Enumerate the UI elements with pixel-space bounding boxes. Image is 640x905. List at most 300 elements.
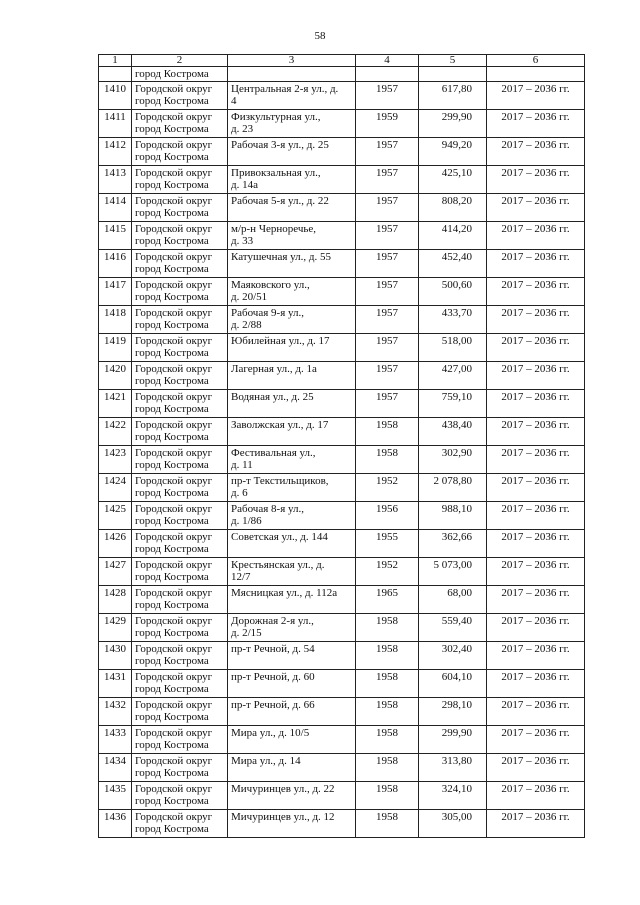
cell-address xyxy=(228,754,356,782)
table-row xyxy=(99,642,585,670)
cell-period: 2017 – 2036 гг. xyxy=(487,642,585,670)
address-line-1: Маяковского ул., xyxy=(231,279,310,291)
cell-year: 1958 xyxy=(356,782,419,810)
municipality-line-1: Городской округ xyxy=(135,419,213,431)
table-row xyxy=(99,474,585,502)
row-number: 1436 xyxy=(104,811,126,823)
address-line-1: пр-т Текстильщиков, xyxy=(231,475,329,487)
cell-number xyxy=(99,782,132,810)
row-number: 1432 xyxy=(104,699,126,711)
cell-year: 1958 xyxy=(356,418,419,446)
row-number: 1434 xyxy=(104,755,126,767)
cell-municipality xyxy=(132,642,228,670)
address-line-2: д. 23 xyxy=(231,123,254,135)
municipality-line-2: город Кострома xyxy=(135,95,209,107)
row-number: 1419 xyxy=(104,335,126,347)
cell-period: 2017 – 2036 гг. xyxy=(487,614,585,642)
municipality-line-1: Городской округ xyxy=(135,335,213,347)
cell-number xyxy=(99,222,132,250)
cell-area: 500,60 xyxy=(419,278,487,306)
cell-number xyxy=(99,474,132,502)
cell-municipality xyxy=(132,362,228,390)
cell-year: 1957 xyxy=(356,306,419,334)
cell-number xyxy=(99,642,132,670)
continuation-row xyxy=(99,67,585,82)
cell-number xyxy=(99,67,132,82)
address-line-1: Привокзальная ул., xyxy=(231,167,321,179)
municipality-line-2: город Кострома xyxy=(135,291,209,303)
municipality-line-2: город Кострома xyxy=(135,375,209,387)
municipality-line-2: город Кострома xyxy=(135,459,209,471)
cell-address xyxy=(228,418,356,446)
address-line-1: Фестивальная ул., xyxy=(231,447,316,459)
cell-number xyxy=(99,446,132,474)
municipality-line-1: Городской округ xyxy=(135,167,213,179)
cell-address xyxy=(228,362,356,390)
municipality-line-1: Городской округ xyxy=(135,83,213,95)
cell-area: 559,40 xyxy=(419,614,487,642)
table-row xyxy=(99,502,585,530)
cell-period: 2017 – 2036 гг. xyxy=(487,138,585,166)
cell-year: 1957 xyxy=(356,194,419,222)
table-row xyxy=(99,166,585,194)
cell-year: 1957 xyxy=(356,334,419,362)
cell-address xyxy=(228,222,356,250)
address-line-1: Катушечная ул., д. 55 xyxy=(231,251,331,263)
row-number: 1416 xyxy=(104,251,126,263)
row-number: 1420 xyxy=(104,363,126,375)
cell-address xyxy=(228,166,356,194)
row-number: 1414 xyxy=(104,195,126,207)
address-line-2: д. 1/86 xyxy=(231,515,262,527)
cell-area: 302,90 xyxy=(419,446,487,474)
cell-address xyxy=(228,782,356,810)
cell-year: 1957 xyxy=(356,278,419,306)
table-row xyxy=(99,614,585,642)
municipality-line-1: Городской округ xyxy=(135,363,213,375)
row-number: 1412 xyxy=(104,139,126,151)
cell-area: 68,00 xyxy=(419,586,487,614)
municipality-line-2: город Кострома xyxy=(135,123,209,135)
cell-year: 1958 xyxy=(356,726,419,754)
cell-municipality xyxy=(132,754,228,782)
cell-period: 2017 – 2036 гг. xyxy=(487,726,585,754)
address-line-1: Советская ул., д. 144 xyxy=(231,531,328,543)
cell-area: 425,10 xyxy=(419,166,487,194)
cell-municipality xyxy=(132,110,228,138)
address-line-1: Заволжская ул., д. 17 xyxy=(231,419,329,431)
cell-area: 2 078,80 xyxy=(419,474,487,502)
header-row xyxy=(99,55,585,67)
cell-number xyxy=(99,698,132,726)
cell-municipality xyxy=(132,446,228,474)
cell-number xyxy=(99,558,132,586)
municipality-line-1: Городской округ xyxy=(135,279,213,291)
cell-address xyxy=(228,670,356,698)
cell-period: 2017 – 2036 гг. xyxy=(487,334,585,362)
cell-period xyxy=(487,67,585,82)
cell-period: 2017 – 2036 гг. xyxy=(487,418,585,446)
cell-municipality xyxy=(132,418,228,446)
cell-municipality xyxy=(132,670,228,698)
cell-address xyxy=(228,502,356,530)
address-line-1: Водяная ул., д. 25 xyxy=(231,391,314,403)
address-line-2: д. 20/51 xyxy=(231,291,268,303)
cell-number xyxy=(99,194,132,222)
row-number: 1431 xyxy=(104,671,126,683)
cell-year: 1957 xyxy=(356,362,419,390)
cell-year: 1959 xyxy=(356,110,419,138)
cell-address xyxy=(228,474,356,502)
cell-period: 2017 – 2036 гг. xyxy=(487,82,585,110)
row-number: 1410 xyxy=(104,83,126,95)
cell-year: 1958 xyxy=(356,642,419,670)
cell-period: 2017 – 2036 гг. xyxy=(487,558,585,586)
cell-area xyxy=(419,67,487,82)
table-row xyxy=(99,194,585,222)
cell-municipality xyxy=(132,138,228,166)
header-cell: 1 xyxy=(99,55,132,67)
cell-number xyxy=(99,334,132,362)
address-line-1: Рабочая 5-я ул., д. 22 xyxy=(231,195,329,207)
municipality-line-2: город Кострома xyxy=(135,683,209,695)
table-row xyxy=(99,530,585,558)
municipality-line-1: Городской округ xyxy=(135,503,213,515)
table-row xyxy=(99,670,585,698)
row-number: 1428 xyxy=(104,587,126,599)
header-cell: 3 xyxy=(228,55,356,67)
address-line-1: Рабочая 3-я ул., д. 25 xyxy=(231,139,329,151)
table-row xyxy=(99,586,585,614)
row-number: 1421 xyxy=(104,391,126,403)
table-row xyxy=(99,810,585,838)
cell-area: 988,10 xyxy=(419,502,487,530)
cell-area: 759,10 xyxy=(419,390,487,418)
cell-area: 452,40 xyxy=(419,250,487,278)
municipality-line-2: город Кострома xyxy=(135,711,209,723)
municipality-line-1: Городской округ xyxy=(135,811,213,823)
row-number: 1423 xyxy=(104,447,126,459)
municipality-line-1: Городской округ xyxy=(135,727,213,739)
cell-year: 1965 xyxy=(356,586,419,614)
cell-period: 2017 – 2036 гг. xyxy=(487,698,585,726)
address-line-2: д. 2/88 xyxy=(231,319,262,331)
cell-area: 808,20 xyxy=(419,194,487,222)
cell-address xyxy=(228,278,356,306)
cell-municipality xyxy=(132,194,228,222)
address-line-2: д. 6 xyxy=(231,487,248,499)
municipality-line-1: Городской округ xyxy=(135,251,213,263)
cell-address xyxy=(228,642,356,670)
row-number: 1429 xyxy=(104,615,126,627)
cell-year: 1957 xyxy=(356,390,419,418)
municipality-line-1: Городской округ xyxy=(135,587,213,599)
municipality-line-2: город Кострома xyxy=(135,627,209,639)
table-row xyxy=(99,754,585,782)
table-row xyxy=(99,362,585,390)
address-line-1: Мичуринцев ул., д. 12 xyxy=(231,811,335,823)
cell-area: 617,80 xyxy=(419,82,487,110)
cell-area: 362,66 xyxy=(419,530,487,558)
municipality-line-1: Городской округ xyxy=(135,111,213,123)
municipality-line-1: Городской округ xyxy=(135,559,213,571)
cell-municipality xyxy=(132,334,228,362)
cell-municipality xyxy=(132,782,228,810)
cell-number xyxy=(99,82,132,110)
cell-period: 2017 – 2036 гг. xyxy=(487,670,585,698)
cell-address xyxy=(228,810,356,838)
cell-year: 1957 xyxy=(356,250,419,278)
municipality-line-2: город Кострома xyxy=(135,487,209,499)
table-row xyxy=(99,306,585,334)
cell-year: 1952 xyxy=(356,474,419,502)
municipality-line-1: Городской округ xyxy=(135,223,213,235)
cell-year: 1952 xyxy=(356,558,419,586)
cell-address xyxy=(228,250,356,278)
municipality-line-1: Городской округ xyxy=(135,531,213,543)
cell-area: 414,20 xyxy=(419,222,487,250)
municipality-line-1: Городской округ xyxy=(135,391,213,403)
cell-municipality xyxy=(132,586,228,614)
cell-municipality xyxy=(132,222,228,250)
cell-number xyxy=(99,278,132,306)
cell-number xyxy=(99,726,132,754)
municipality-line-2: город Кострома xyxy=(135,207,209,219)
cell-address xyxy=(228,586,356,614)
address-line-1: Мира ул., д. 14 xyxy=(231,755,301,767)
registry-table xyxy=(98,54,585,838)
address-line-1: Центральная 2-я ул., д. xyxy=(231,83,339,95)
cell-municipality xyxy=(132,82,228,110)
municipality-line-2: город Кострома xyxy=(135,235,209,247)
cell-municipality xyxy=(132,726,228,754)
cell-area: 299,90 xyxy=(419,110,487,138)
row-number: 1435 xyxy=(104,783,126,795)
address-line-2: д. 11 xyxy=(231,459,253,471)
cell-period: 2017 – 2036 гг. xyxy=(487,250,585,278)
municipality-line-1: Городской округ xyxy=(135,699,213,711)
page-number: 58 xyxy=(314,30,326,42)
cell-area: 299,90 xyxy=(419,726,487,754)
cell-period: 2017 – 2036 гг. xyxy=(487,502,585,530)
row-number: 1418 xyxy=(104,307,126,319)
municipality-line-2: город Кострома xyxy=(135,403,209,415)
municipality-line-2: город Кострома xyxy=(135,543,209,555)
cell-municipality xyxy=(132,306,228,334)
municipality-line-2: город Кострома xyxy=(135,319,209,331)
municipality-line-2: город Кострома xyxy=(135,347,209,359)
address-line-1: Рабочая 9-я ул., xyxy=(231,307,305,319)
table-row xyxy=(99,250,585,278)
cell-period: 2017 – 2036 гг. xyxy=(487,110,585,138)
cell-address xyxy=(228,334,356,362)
cell-area: 313,80 xyxy=(419,754,487,782)
cell-area: 298,10 xyxy=(419,698,487,726)
address-line-2: д. 2/15 xyxy=(231,627,262,639)
table-row xyxy=(99,390,585,418)
cell-period: 2017 – 2036 гг. xyxy=(487,194,585,222)
cell-area: 427,00 xyxy=(419,362,487,390)
cell-area: 518,00 xyxy=(419,334,487,362)
table-row xyxy=(99,278,585,306)
cell-period: 2017 – 2036 гг. xyxy=(487,306,585,334)
row-number: 1415 xyxy=(104,223,126,235)
municipality-line-1: Городской округ xyxy=(135,643,213,655)
address-line-1: м/р-н Черноречье, xyxy=(231,223,317,235)
municipality-line-1: Городской округ xyxy=(135,139,213,151)
municipality-line-1: Городской округ xyxy=(135,307,213,319)
cell-area: 324,10 xyxy=(419,782,487,810)
cell-year: 1957 xyxy=(356,166,419,194)
cell-number xyxy=(99,530,132,558)
cell-number xyxy=(99,586,132,614)
municipality-line-2: город Кострома xyxy=(135,655,209,667)
cell-period: 2017 – 2036 гг. xyxy=(487,810,585,838)
cell-municipality xyxy=(132,502,228,530)
municipality-line-2: город Кострома xyxy=(135,151,209,163)
municipality-line-2: город Кострома xyxy=(135,599,209,611)
cell-period: 2017 – 2036 гг. xyxy=(487,390,585,418)
cell-number xyxy=(99,306,132,334)
cell-year xyxy=(356,67,419,82)
address-line-1: пр-т Речной, д. 60 xyxy=(231,671,315,683)
cell-address xyxy=(228,67,356,82)
cell-number xyxy=(99,138,132,166)
row-number: 1430 xyxy=(104,643,126,655)
cell-municipality xyxy=(132,278,228,306)
address-line-1: Рабочая 8-я ул., xyxy=(231,503,305,515)
cell-address xyxy=(228,698,356,726)
municipality-line-2: город Кострома xyxy=(135,263,209,275)
cell-period: 2017 – 2036 гг. xyxy=(487,530,585,558)
cell-area: 305,00 xyxy=(419,810,487,838)
cell-municipality xyxy=(132,390,228,418)
cell-number xyxy=(99,810,132,838)
municipality-line-2: город Кострома xyxy=(135,179,209,191)
cell-address xyxy=(228,194,356,222)
cell-period: 2017 – 2036 гг. xyxy=(487,362,585,390)
row-number: 1411 xyxy=(104,111,126,123)
cell-period: 2017 – 2036 гг. xyxy=(487,754,585,782)
row-number: 1425 xyxy=(104,503,126,515)
cell-year: 1957 xyxy=(356,222,419,250)
table-row xyxy=(99,726,585,754)
address-line-1: Юбилейная ул., д. 17 xyxy=(231,335,330,347)
municipality-line-2: город Кострома xyxy=(135,571,209,583)
table-row xyxy=(99,334,585,362)
cell-area: 433,70 xyxy=(419,306,487,334)
cell-municipality xyxy=(132,166,228,194)
cell-municipality xyxy=(132,530,228,558)
table-row xyxy=(99,138,585,166)
cell-address xyxy=(228,138,356,166)
cell-address xyxy=(228,446,356,474)
address-line-1: Мира ул., д. 10/5 xyxy=(231,727,310,739)
cell-year: 1958 xyxy=(356,698,419,726)
cell-number xyxy=(99,110,132,138)
address-line-1: Мичуринцев ул., д. 22 xyxy=(231,783,335,795)
cell-year: 1958 xyxy=(356,614,419,642)
cell-address xyxy=(228,82,356,110)
cell-period: 2017 – 2036 гг. xyxy=(487,474,585,502)
cell-year: 1955 xyxy=(356,530,419,558)
cell-period: 2017 – 2036 гг. xyxy=(487,446,585,474)
cell-number xyxy=(99,670,132,698)
address-line-1: Физкультурная ул., xyxy=(231,111,321,123)
municipality-line-1: Городской округ xyxy=(135,615,213,627)
cell-period: 2017 – 2036 гг. xyxy=(487,222,585,250)
address-line-2: д. 14а xyxy=(231,179,258,191)
cell-period: 2017 – 2036 гг. xyxy=(487,166,585,194)
row-number: 1433 xyxy=(104,727,126,739)
municipality-line-1: Городской округ xyxy=(135,783,213,795)
cell-address xyxy=(228,558,356,586)
cell-address xyxy=(228,530,356,558)
municipality-line-2: город Кострома xyxy=(135,739,209,751)
header-cell: 4 xyxy=(356,55,419,67)
municipality-line-2: город Кострома xyxy=(135,823,209,835)
cell-period: 2017 – 2036 гг. xyxy=(487,782,585,810)
municipality-line-2: город Кострома xyxy=(135,767,209,779)
cell-municipality xyxy=(132,474,228,502)
row-number: 1424 xyxy=(104,475,126,487)
municipality-line-1: Городской округ xyxy=(135,671,213,683)
cell-address xyxy=(228,726,356,754)
cell-area: 5 073,00 xyxy=(419,558,487,586)
cell-address xyxy=(228,110,356,138)
cell-number xyxy=(99,250,132,278)
table-row xyxy=(99,222,585,250)
table-row xyxy=(99,418,585,446)
cell-address xyxy=(228,306,356,334)
row-number: 1427 xyxy=(104,559,126,571)
row-number: 1426 xyxy=(104,531,126,543)
address-line-1: Лагерная ул., д. 1а xyxy=(231,363,317,375)
row-number: 1422 xyxy=(104,419,126,431)
header-cell: 6 xyxy=(487,55,585,67)
cell-number xyxy=(99,362,132,390)
cell-number xyxy=(99,754,132,782)
cell-year: 1958 xyxy=(356,446,419,474)
table-row xyxy=(99,446,585,474)
cell-municipality xyxy=(132,698,228,726)
cell-year: 1957 xyxy=(356,138,419,166)
cell-year: 1958 xyxy=(356,754,419,782)
header-cell: 2 xyxy=(132,55,228,67)
table-row xyxy=(99,558,585,586)
cell-number xyxy=(99,166,132,194)
address-line-2: д. 33 xyxy=(231,235,254,247)
cell-year: 1956 xyxy=(356,502,419,530)
municipality-line-2: город Кострома xyxy=(135,795,209,807)
cell-number xyxy=(99,390,132,418)
municipality-line-1: Городской округ xyxy=(135,755,213,767)
table-row xyxy=(99,782,585,810)
row-number: 1417 xyxy=(104,279,126,291)
cell-year: 1958 xyxy=(356,810,419,838)
municipality-line-1: Городской округ xyxy=(135,447,213,459)
cell-period: 2017 – 2036 гг. xyxy=(487,586,585,614)
table-row xyxy=(99,82,585,110)
cell-address xyxy=(228,614,356,642)
address-line-2: 4 xyxy=(231,95,237,107)
address-line-2: 12/7 xyxy=(231,571,251,583)
cell-area: 604,10 xyxy=(419,670,487,698)
address-line-1: пр-т Речной, д. 54 xyxy=(231,643,315,655)
address-line-1: Крестьянская ул., д. xyxy=(231,559,325,571)
cell-municipality xyxy=(132,810,228,838)
cell-municipality: город Кострома xyxy=(132,67,228,82)
